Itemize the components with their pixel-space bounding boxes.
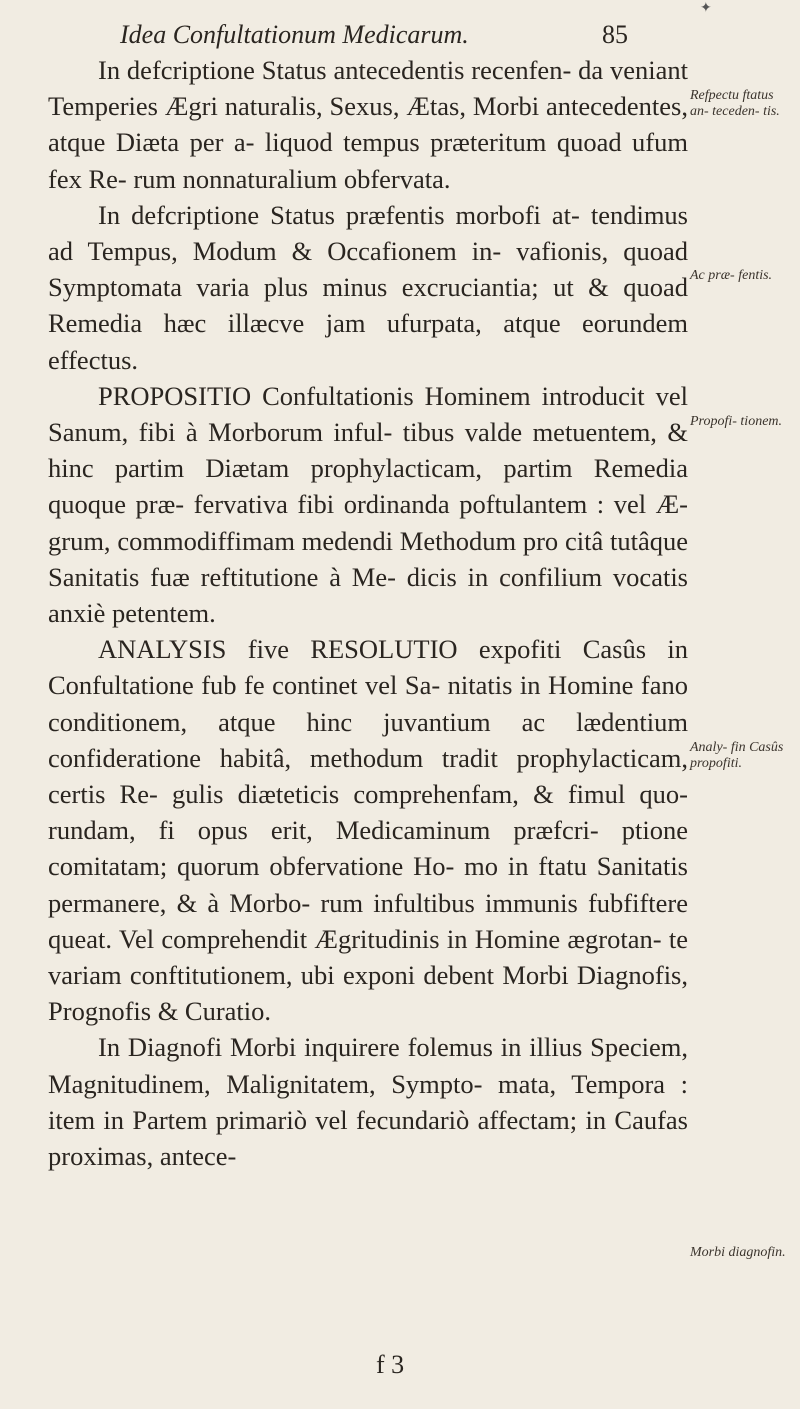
paragraph-status-antecedentis: In defcriptione Status antecedentis recenfen- da veniant Temperies Ægri naturalis, Sexus, Ætas, Morbi antecedentes, atque Diæta per a- liquod tempus præteritum quoad ufum fex Re- rum nonnaturalium obfervata.: [48, 55, 688, 194]
margin-note-diagnosis: Morbi diagnofin.: [690, 1245, 786, 1260]
page-number: 85: [602, 20, 628, 49]
corner-mark: ✦: [700, 0, 712, 16]
main-text: [48, 52, 688, 1174]
margin-note-praesentis: Ac præ- fentis.: [690, 268, 773, 283]
margin-note-antecedentis: Refpectu ftatus an- teceden- tis.: [690, 88, 780, 119]
paragraph-analysis: ANALYSIS five RESOLUTIO expofiti Casûs in Confultatione fub fe continet vel Sa- nitatis in Homine fano conditionem, atque hinc juvantium ac lædentium confideratione habitâ, methodum tradit prophylacticam, certis Re- gulis diæteticis comprehenfam, & fimul quo- rundam, fi opus erit, Medicaminum præfcri- ptione comitatam; quorum obfervatione Ho- mo in ftatu Sanitatis permanere, & à Morbo- rum infultibus immunis fubfiftere queat. Vel comprehendit Ægritudinis in Homine ægrotan- te variam conftitutionem, ubi exponi debent Morbi Diagnofis, Prognofis & Curatio.: [48, 634, 688, 1027]
paragraph-status-praesentis: In defcriptione Status præfentis morbofi at- tendimus ad Tempus, Modum & Occafionem in- vafionis, quoad Symptomata varia plus minus excruciantia; ut & quoad Remedia hæc illæcve jam ufurpata, atque eorundem effectus.: [48, 199, 688, 375]
margin-note-analysis: Analy- fin Casûs propofiti.: [690, 740, 784, 771]
paragraph-diagnosis: In Diagnofi Morbi inquirere folemus in illius Speciem, Magnitudinem, Malignitatem, Sympto- mata, Tempora : item in Partem primariò vel fecundariò affectam; in Caufas proximas, antece-: [48, 1032, 688, 1172]
margin-note-propositio: Propofi- tionem.: [690, 414, 783, 429]
running-title: Idea Confultationum Medicarum.: [120, 20, 469, 49]
signature-mark: f 3: [376, 1350, 405, 1379]
paragraph-propositio: PROPOSITIO Confultationis Hominem introducit vel Sanum, fibi à Morborum inful- tibus valde metuentem, & hinc partim Diætam prophylacticam, partim Remedia quoque præ- fervativa fibi ordinanda poftulantem : vel Æ- grum, commodiffimam medendi Methodum pro citâ tutâque Sanitatis fuæ reftitutione à Me- dicis in confilium vocatis anxiè petentem.: [48, 380, 688, 629]
